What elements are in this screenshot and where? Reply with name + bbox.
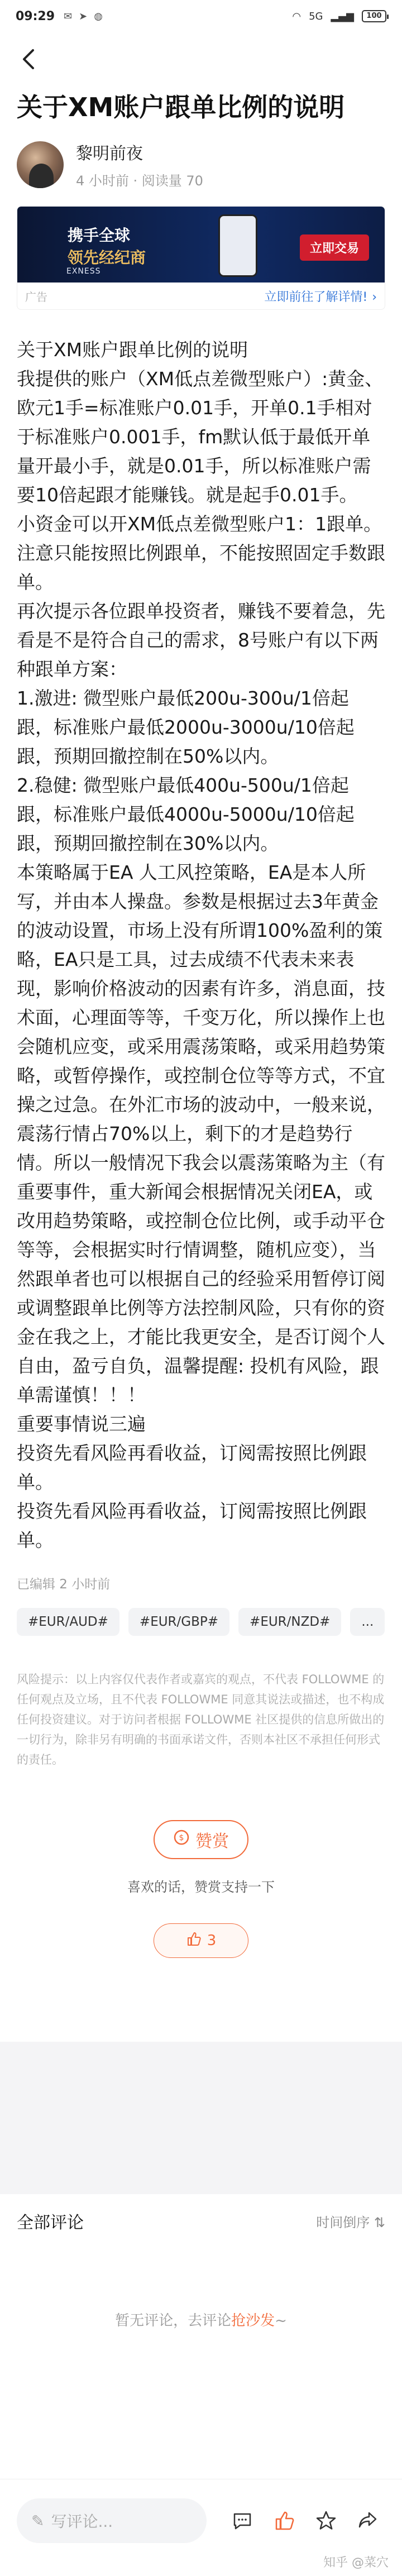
ad-slogan-line1: 携手全球 — [68, 226, 131, 245]
signal-icon: ▂▄▆ — [331, 10, 354, 22]
tag-eur-aud[interactable]: #EUR/AUD# — [17, 1608, 119, 1636]
comment-input[interactable] — [17, 2498, 207, 2543]
paragraph: 2.稳健: 微型账户最低400u-500u/1倍起跟，标准账户最低4000u-5000u/10倍起跟，预期回撤控制在30%以内。 — [17, 774, 355, 854]
ad-banner-cta[interactable]: 立即交易 — [300, 234, 369, 261]
paragraph: 投资先看风险再看收益，订阅需按照比例跟单。 — [17, 1500, 367, 1551]
battery-icon: 100 — [362, 10, 386, 22]
avatar[interactable] — [17, 141, 64, 188]
appreciate-button[interactable] — [154, 1820, 248, 1859]
coin-icon — [173, 1829, 190, 1850]
article-body — [0, 310, 402, 1555]
article-title: 关于XM账户跟单比例的说明 — [17, 92, 345, 122]
status-system-icons — [292, 10, 386, 22]
ad-label: 广告 — [25, 290, 47, 304]
svg-text:$: $ — [179, 1833, 184, 1842]
share-button[interactable] — [355, 2507, 381, 2534]
ad-banner[interactable] — [17, 207, 385, 283]
app-icon: ◍ — [94, 10, 103, 22]
sort-order-label[interactable]: 时间倒序 — [316, 2214, 370, 2230]
tag-more[interactable]: ... — [350, 1608, 385, 1636]
ad-slogan-line2: 领先经纪商 — [68, 248, 146, 267]
paragraph: 1.激进: 微型账户最低200u-300u/1倍起跟，标准账户最低2000u-3000u/10倍起跟，预期回撤控制在50%以内。 — [17, 687, 355, 767]
ad-card[interactable] — [17, 206, 385, 310]
tag-eur-nzd[interactable]: #EUR/NZD# — [238, 1608, 341, 1636]
watermark: 知乎 @菜穴 — [323, 2556, 389, 2570]
status-bar — [0, 0, 402, 32]
paragraph: 再次提示各位跟单投资者，赚钱不要着急，先看是不是符合自己的需求，8号账户有以下两种跟单方案： — [17, 600, 385, 680]
like-button[interactable] — [154, 1923, 248, 1958]
edit-pencil-icon: ✎ — [31, 2511, 45, 2530]
paragraph: 投资先看风险再看收益，订阅需按照比例跟单。 — [17, 1442, 367, 1493]
comments-header — [0, 2194, 402, 2248]
first-comment-link[interactable]: 抢沙发 — [231, 2312, 275, 2329]
location-icon: ➤ — [79, 10, 88, 22]
wifi-icon: ◠ — [292, 10, 302, 22]
thumbs-up-icon — [186, 1931, 202, 1951]
comment-button[interactable] — [229, 2507, 256, 2534]
sort-order-toggle[interactable] — [316, 2211, 385, 2231]
comment-icon — [231, 2510, 253, 2532]
ad-brand: EXNESS — [66, 267, 101, 276]
tag-eur-gbp[interactable]: #EUR/GBP# — [128, 1608, 229, 1636]
paragraph: 重要事情说三遍 — [17, 1413, 146, 1435]
appreciate-label: 赞赏 — [195, 1832, 229, 1851]
risk-disclaimer: 风险提示：以上内容仅代表作者或嘉宾的观点，不代表 FOLLOWME 的任何观点及立场，且不代表 FOLLOWME 同意其说法或描述，也不构成任何投资建议。对于访问者根据 FOLLOWME 社区提供的信息所做出的一切行为，除非另有明确的书面承诺文件，否则本社区不承担任何形式的责任。 — [17, 1673, 385, 1766]
comments-section — [0, 2194, 402, 2479]
comments-title: 全部评论 — [17, 2213, 84, 2233]
chevron-right-icon: › — [372, 290, 377, 304]
thumbs-up-icon — [273, 2510, 295, 2532]
bottom-action-bar — [0, 2479, 402, 2576]
appreciate-hint: 喜欢的话，赞赏支持一下 — [127, 1879, 275, 1895]
sort-icon: ⇅ — [374, 2214, 385, 2230]
paragraph: 我提供的账户（XM低点差微型账户）:黄金、欧元1手=标准账户0.01手，开单0.1手相对于标准账户0.001手，fm默认低于最低开单量开最小手，就是0.01手，所以标准账户需要10倍起跟才能赚钱。就是起手0.01手。 — [17, 368, 384, 506]
author-name[interactable]: 黎明前夜 — [76, 144, 143, 164]
empty-suffix: ~ — [275, 2312, 287, 2329]
author-block[interactable] — [0, 125, 402, 189]
status-notification-icons — [64, 11, 103, 22]
network-label: 5G — [309, 10, 323, 22]
ad-link-text[interactable]: 立即前往了解详情! — [264, 290, 368, 304]
appreciation-area — [0, 1770, 402, 1958]
share-icon — [357, 2510, 379, 2532]
back-arrow-icon — [21, 48, 37, 70]
empty-prefix: 暂无评论，去评论 — [115, 2312, 232, 2329]
like-action-button[interactable] — [271, 2507, 298, 2534]
like-count: 3 — [207, 1932, 217, 1949]
top-nav — [0, 32, 402, 86]
author-meta: 4 小时前 · 阅读量 70 — [76, 173, 203, 189]
tag-list — [0, 1592, 402, 1636]
back-button[interactable] — [16, 46, 42, 73]
paragraph: 小资金可以开XM低点差微型账户1：1跟单。注意只能按照比例跟单，不能按照固定手数跟单。 — [17, 513, 385, 593]
comments-empty-state — [0, 2309, 402, 2330]
comment-placeholder: 写评论... — [51, 2512, 113, 2531]
favorite-button[interactable] — [313, 2507, 339, 2534]
paragraph: 本策略属于EA 人工风控策略，EA是本人所写，并由本人操盘。参数是根据过去3年黄金的波动设置，市场上没有所谓100%盈利的策略，EA只是工具，过去成绩不代表未来表现，影响价格波动的因素有许多，消息面，技术面，心理面等等，千变万化，所以操作上也会随机应变，或采用震荡策略，或采用趋势策略，或暂停操作，或控制仓位等等方式，不宜操之过急。在外汇市场的波动中，一般来说，震荡行情占70%以上，剩下的才是趋势行情。所以一般情况下我会以震荡策略为主（有重要事件，重大新闻会根据情况关闭EA，或改用趋势策略，或控制仓位比例，或手动平仓等等，会根据实时行情调整，随机应变），当然跟单者也可以根据自己的经验采用暂停订阅或调整跟单比例等方法控制风险，只有你的资金在我之上，才能比我更安全，是否订阅个人自由，盈亏自负，温馨提醒: 投机有风险，跟单需谨慎！！！ — [17, 861, 385, 1406]
ad-footer — [17, 283, 385, 309]
paragraph: 关于XM账户跟单比例的说明 — [17, 339, 248, 361]
ad-link[interactable] — [264, 288, 377, 305]
status-time: 09:29 — [16, 9, 55, 23]
star-icon — [315, 2510, 337, 2532]
message-icon: ✉ — [64, 10, 73, 22]
article-page — [0, 86, 402, 2042]
edited-time: 已编辑 2 小时前 — [17, 1577, 111, 1592]
phone-illustration-icon — [218, 214, 257, 277]
